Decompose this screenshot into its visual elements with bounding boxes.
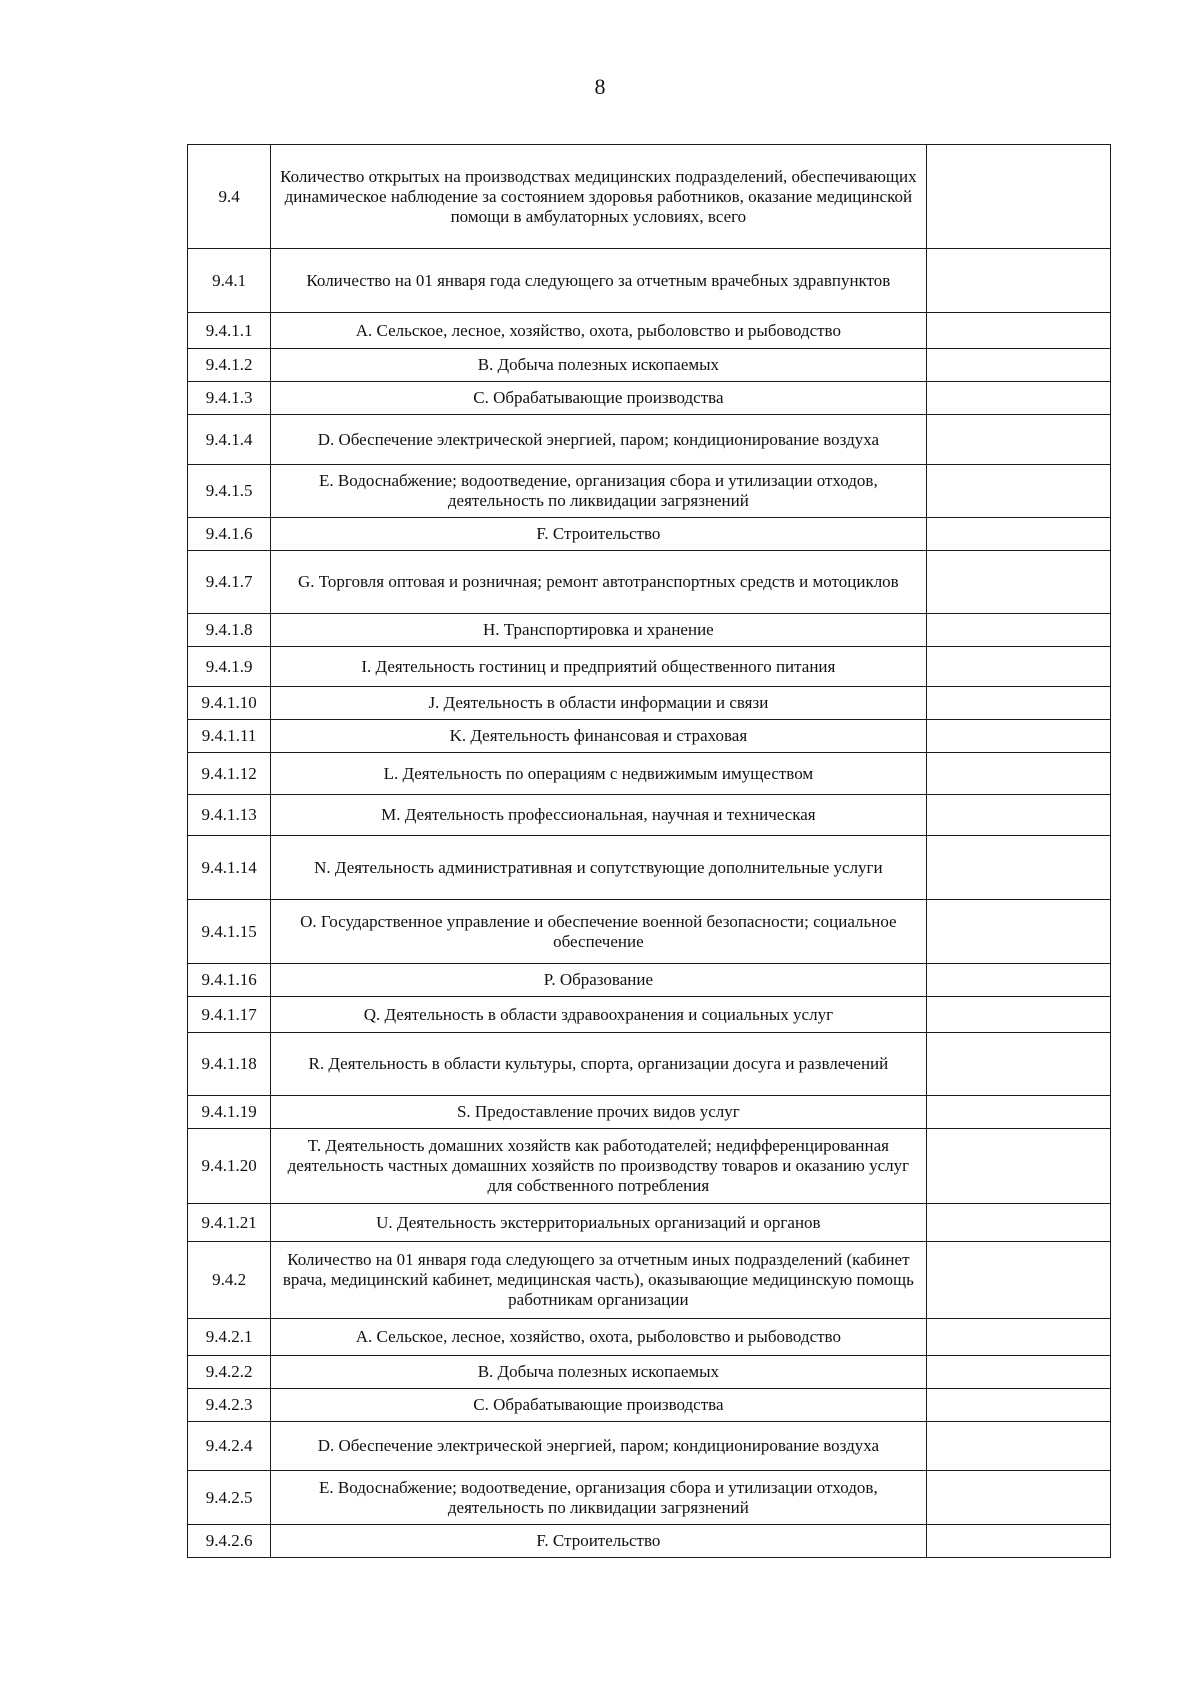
row-value-cell (926, 753, 1110, 795)
row-description-cell: T. Деятельность домашних хозяйств как работодателей; недифференцированная деятельность частных домашних хозяйств по производству товаров и оказанию услуг для собственного потребления (271, 1129, 926, 1204)
table-row (188, 900, 1111, 964)
row-code-cell: 9.4.1.7 (188, 551, 271, 614)
table-row (188, 836, 1111, 900)
table-row (188, 964, 1111, 997)
table-row (188, 795, 1111, 836)
row-value-cell (926, 1389, 1110, 1422)
row-description-cell: E. Водоснабжение; водоотведение, организация сбора и утилизации отходов, деятельность по ликвидации загрязнений (271, 465, 926, 518)
row-value-cell (926, 1471, 1110, 1525)
row-description-cell: Количество открытых на производствах медицинских подразделений, обеспечивающих динамическое наблюдение за состоянием здоровья работников, оказание медицинской помощи в амбулаторных условиях, всего (271, 145, 926, 249)
row-description-cell: A. Сельское, лесное, хозяйство, охота, рыболовство и рыбоводство (271, 313, 926, 349)
row-code-cell: 9.4.1.12 (188, 753, 271, 795)
row-code-cell: 9.4 (188, 145, 271, 249)
page-number: 8 (594, 74, 606, 99)
row-value-cell (926, 249, 1110, 313)
row-code-cell: 9.4.1.16 (188, 964, 271, 997)
row-description-cell: F. Строительство (271, 518, 926, 551)
row-value-cell (926, 836, 1110, 900)
row-code-cell: 9.4.2.2 (188, 1356, 271, 1389)
table-row (188, 1356, 1111, 1389)
table-row (188, 614, 1111, 647)
table-row (188, 1033, 1111, 1096)
table-row (188, 518, 1111, 551)
row-code-cell: 9.4.1.3 (188, 382, 271, 415)
row-value-cell (926, 1356, 1110, 1389)
row-code-cell: 9.4.1.4 (188, 415, 271, 465)
row-value-cell (926, 1525, 1110, 1558)
row-description-cell: I. Деятельность гостиниц и предприятий общественного питания (271, 647, 926, 687)
table-row (188, 1389, 1111, 1422)
row-code-cell: 9.4.1.17 (188, 997, 271, 1033)
row-description-cell: Q. Деятельность в области здравоохранения и социальных услуг (271, 997, 926, 1033)
row-description-cell: U. Деятельность экстерриториальных организаций и органов (271, 1204, 926, 1242)
table-row (188, 382, 1111, 415)
row-description-cell: B. Добыча полезных ископаемых (271, 1356, 926, 1389)
table-row (188, 465, 1111, 518)
row-description-cell: M. Деятельность профессиональная, научная и техническая (271, 795, 926, 836)
row-value-cell (926, 614, 1110, 647)
row-description-cell: F. Строительство (271, 1525, 926, 1558)
row-value-cell (926, 687, 1110, 720)
table-row (188, 313, 1111, 349)
row-code-cell: 9.4.1.15 (188, 900, 271, 964)
row-description-cell: G. Торговля оптовая и розничная; ремонт автотранспортных средств и мотоциклов (271, 551, 926, 614)
row-description-cell: N. Деятельность административная и сопутствующие дополнительные услуги (271, 836, 926, 900)
table-row (188, 1096, 1111, 1129)
row-value-cell (926, 1204, 1110, 1242)
table-row (188, 1319, 1111, 1356)
row-code-cell: 9.4.2.6 (188, 1525, 271, 1558)
row-value-cell (926, 647, 1110, 687)
row-description-cell: J. Деятельность в области информации и связи (271, 687, 926, 720)
indicator-table (187, 144, 1111, 1558)
row-description-cell: B. Добыча полезных ископаемых (271, 349, 926, 382)
row-value-cell (926, 1319, 1110, 1356)
row-code-cell: 9.4.1.19 (188, 1096, 271, 1129)
table-row (188, 1422, 1111, 1471)
row-code-cell: 9.4.1.8 (188, 614, 271, 647)
table-row (188, 1471, 1111, 1525)
row-value-cell (926, 1129, 1110, 1204)
row-value-cell (926, 415, 1110, 465)
row-description-cell: H. Транспортировка и хранение (271, 614, 926, 647)
row-code-cell: 9.4.2.5 (188, 1471, 271, 1525)
row-value-cell (926, 349, 1110, 382)
row-description-cell: L. Деятельность по операциям с недвижимым имуществом (271, 753, 926, 795)
row-value-cell (926, 1242, 1110, 1319)
row-code-cell: 9.4.1.11 (188, 720, 271, 753)
row-code-cell: 9.4.1.21 (188, 1204, 271, 1242)
row-value-cell (926, 720, 1110, 753)
row-value-cell (926, 518, 1110, 551)
table-row (188, 1129, 1111, 1204)
row-code-cell: 9.4.1 (188, 249, 271, 313)
row-code-cell: 9.4.1.14 (188, 836, 271, 900)
row-code-cell: 9.4.1.1 (188, 313, 271, 349)
row-description-cell: R. Деятельность в области культуры, спорта, организации досуга и развлечений (271, 1033, 926, 1096)
row-code-cell: 9.4.1.18 (188, 1033, 271, 1096)
row-code-cell: 9.4.1.2 (188, 349, 271, 382)
row-value-cell (926, 465, 1110, 518)
row-description-cell: K. Деятельность финансовая и страховая (271, 720, 926, 753)
table-row (188, 349, 1111, 382)
row-description-cell: S. Предоставление прочих видов услуг (271, 1096, 926, 1129)
table-body (188, 145, 1111, 1558)
table-row (188, 551, 1111, 614)
table-row (188, 249, 1111, 313)
row-description-cell: P. Образование (271, 964, 926, 997)
row-value-cell (926, 900, 1110, 964)
row-description-cell: D. Обеспечение электрической энергией, паром; кондиционирование воздуха (271, 415, 926, 465)
row-value-cell (926, 997, 1110, 1033)
row-code-cell: 9.4.2.4 (188, 1422, 271, 1471)
row-code-cell: 9.4.1.13 (188, 795, 271, 836)
row-description-cell: A. Сельское, лесное, хозяйство, охота, рыболовство и рыбоводство (271, 1319, 926, 1356)
table-row (188, 1204, 1111, 1242)
row-code-cell: 9.4.1.10 (188, 687, 271, 720)
row-code-cell: 9.4.2 (188, 1242, 271, 1319)
row-value-cell (926, 1096, 1110, 1129)
row-description-cell: O. Государственное управление и обеспечение военной безопасности; социальное обеспечение (271, 900, 926, 964)
row-description-cell: C. Обрабатывающие производства (271, 382, 926, 415)
row-code-cell: 9.4.1.9 (188, 647, 271, 687)
row-value-cell (926, 795, 1110, 836)
row-code-cell: 9.4.1.5 (188, 465, 271, 518)
row-value-cell (926, 551, 1110, 614)
row-description-cell: C. Обрабатывающие производства (271, 1389, 926, 1422)
row-value-cell (926, 382, 1110, 415)
row-value-cell (926, 1422, 1110, 1471)
row-description-cell: Количество на 01 января года следующего за отчетным врачебных здравпунктов (271, 249, 926, 313)
table-row (188, 720, 1111, 753)
table-row (188, 1242, 1111, 1319)
table-row (188, 687, 1111, 720)
row-code-cell: 9.4.1.6 (188, 518, 271, 551)
row-description-cell: Количество на 01 января года следующего за отчетным иных подразделений (кабинет врача, медицинский кабинет, медицинская часть), оказывающие медицинскую помощь работникам организации (271, 1242, 926, 1319)
row-description-cell: D. Обеспечение электрической энергией, паром; кондиционирование воздуха (271, 1422, 926, 1471)
row-value-cell (926, 1033, 1110, 1096)
table-row (188, 997, 1111, 1033)
row-value-cell (926, 313, 1110, 349)
row-value-cell (926, 964, 1110, 997)
table-row (188, 1525, 1111, 1558)
table-row (188, 753, 1111, 795)
table-row (188, 647, 1111, 687)
row-value-cell (926, 145, 1110, 249)
row-code-cell: 9.4.1.20 (188, 1129, 271, 1204)
row-code-cell: 9.4.2.3 (188, 1389, 271, 1422)
table-row (188, 415, 1111, 465)
table-row (188, 145, 1111, 249)
row-code-cell: 9.4.2.1 (188, 1319, 271, 1356)
row-description-cell: E. Водоснабжение; водоотведение, организация сбора и утилизации отходов, деятельность по ликвидации загрязнений (271, 1471, 926, 1525)
